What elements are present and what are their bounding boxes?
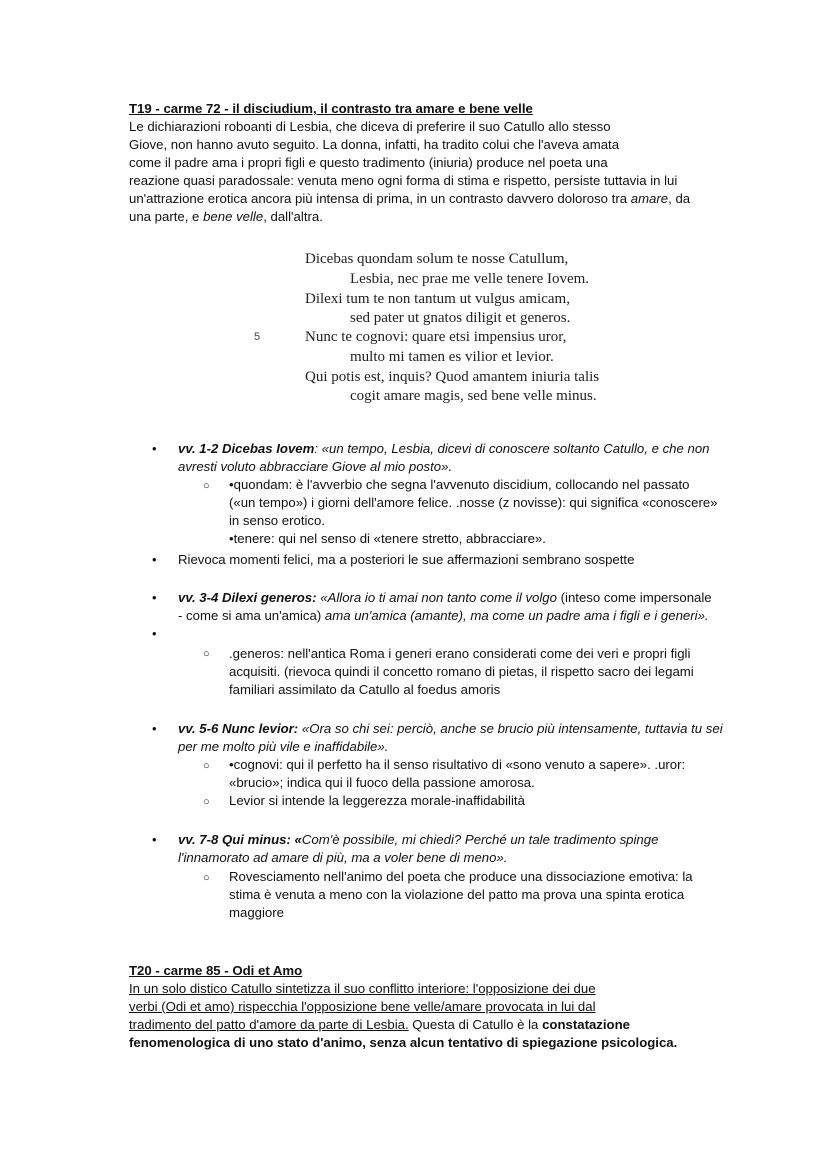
t20-line3-plain: Questa di Catullo è la [408, 1017, 543, 1032]
note2-line-2 [178, 607, 709, 625]
t19-intro-line-4: reazione quasi paradossale: venuta meno ogni forma di stima e rispetto, persiste tuttavia in lui [129, 173, 678, 188]
t19-title: T19 - carme 72 - il disciudium, il contrasto tra amare e bene velle [129, 101, 533, 116]
note2-line1-rest: (inteso come impersonale [556, 590, 712, 605]
note2-line1-italic: «Allora io ti amai non tanto come il volgo [316, 590, 557, 605]
note3-line2-text: per me molto più vile e inaffidabile». [178, 739, 389, 754]
note3-line-1 [178, 720, 723, 738]
circle-bullet: ○ [203, 872, 210, 884]
note3-sub1-line-2: «brucio»; indica qui il fuoco della passione amorosa. [229, 775, 535, 790]
t19-last-post: , dall'altra. [263, 209, 323, 224]
note2-head: vv. 3-4 Dilexi generos: [178, 590, 317, 605]
note1-line-2 [178, 458, 452, 476]
note1-line-1 [178, 440, 710, 458]
note4-line2-text: l'innamorato ad amare di più, ma a voler bene di meno». [178, 850, 508, 865]
t19-last-pre: una parte, e [129, 209, 204, 224]
t19-intro-line-6 [129, 208, 323, 226]
circle-bullet: ○ [203, 796, 210, 808]
t20-line3-underlined: tradimento del patto d'amore da parte di Lesbia. [129, 1017, 409, 1032]
poem-line-5: Nunc te cognovi: quare etsi impensius uror, [305, 329, 567, 345]
note3-head: vv. 5-6 Nunc levior: [178, 721, 299, 736]
circle-bullet: ○ [203, 480, 210, 492]
note1-sub-line-3: in senso erotico. [229, 513, 326, 528]
note4-sub-line-3: maggiore [229, 905, 284, 920]
t20-line-1: In un solo distico Catullo sintetizza il suo conflitto interiore: l'opposizione dei due [129, 981, 596, 996]
bullet-dot: • [152, 832, 157, 847]
bullet-dot: • [152, 626, 157, 641]
poem-line-6: multo mi tamen es vilior et levior. [350, 349, 554, 365]
poem-line-8: cogit amare magis, sed bene velle minus. [350, 388, 597, 404]
bullet-dot: • [152, 721, 157, 736]
poem-line-1: Dicebas quondam solum te nosse Catullum, [305, 251, 569, 267]
note2-sub-line-2: acquisiti. (rievoca quindi il concetto romano di pietas, il rispetto sacro dei legami [229, 664, 694, 679]
t20-title: T20 - carme 85 - Odi et Amo [129, 963, 303, 978]
poem-line-2: Lesbia, nec prae me velle tenere Iovem. [350, 271, 590, 287]
poem-line-3: Dilexi tum te non tantum ut vulgus amicam, [305, 291, 570, 307]
t20-line-4: fenomenologica di uno stato d'animo, senza alcun tentativo di spiegazione psicologica. [129, 1035, 678, 1050]
t19-intro-line-5 [129, 190, 690, 208]
note1-line2-text: avresti voluto abbracciare Giove al mio posto». [178, 459, 453, 474]
t19-intro-line-5-text: un'attrazione erotica ancora più intensa di prima, in un contrasto davvero doloroso tra [129, 191, 631, 206]
note4-sub-line-2: stima è venuta a meno con la violazione del patto ma prova una spinta erotica [229, 887, 685, 902]
note1b: Rievoca momenti felici, ma a posteriori le sue affermazioni sembrano sospette [178, 552, 635, 567]
circle-bullet: ○ [203, 760, 210, 772]
note2-line2-italic: ama un'amica (amante), ma come un padre ama i figli e i generi». [324, 608, 709, 623]
note4-line-1 [178, 831, 658, 849]
note4-line-2 [178, 849, 507, 867]
t19-bene-velle: bene velle [203, 209, 264, 224]
note2-line2-plain: - come si ama un'amica) [178, 608, 325, 623]
t19-after-amare: , da [668, 191, 691, 206]
note4-line1-text: Com'è possibile, mi chiedi? Perché un tale tradimento spinge [301, 832, 659, 847]
t19-amare: amare [630, 191, 669, 206]
note1-sub2: •tenere: qui nel senso di «tenere stretto, abbracciare». [229, 531, 546, 546]
note1-sub-line-1: •quondam: è l'avverbio che segna l'avvenuto discidium, collocando nel passato [229, 477, 690, 492]
t19-intro-line-3: come il padre ama i propri figli e questo tradimento (iniuria) produce nel poeta una [129, 155, 608, 170]
circle-bullet: ○ [203, 648, 210, 660]
poem-line-4: sed pater ut gnatos diligit et generos. [350, 310, 571, 326]
note2-sub-line-1: .generos: nell'antica Roma i generi erano considerati come dei veri e propri figli [229, 646, 691, 661]
t20-line3-bold: constatazione [542, 1017, 630, 1032]
note3-sub1-line-1: •cognovi: qui il perfetto ha il senso risultativo di «sono venuto a sapere». .uror: [229, 757, 686, 772]
note3-line-2 [178, 738, 388, 756]
note1-head: vv. 1-2 Dicebas Iovem [178, 441, 315, 456]
note1-sub-line-2: («un tempo») i giorni dell'amore felice. .nosse (z novisse): qui significa «conoscere» [229, 495, 718, 510]
bullet-dot: • [152, 441, 157, 456]
note4-head: vv. 7-8 Qui minus: « [178, 832, 302, 847]
note4-sub-line-1: Rovesciamento nell'animo del poeta che produce una dissociazione emotiva: la [229, 869, 693, 884]
t20-line-3 [129, 1016, 630, 1034]
bullet-dot: • [152, 590, 157, 605]
bullet-dot: • [152, 552, 157, 567]
note3-sub2: Levior si intende la leggerezza morale-inaffidabilità [229, 793, 525, 808]
verse-number: 5 [254, 331, 261, 343]
t19-intro-line-2: Giove, non hanno avuto seguito. La donna, infatti, ha tradito colui che l'aveva amata [129, 137, 620, 152]
t20-line-2: verbi (Odi et amo) rispecchia l'opposizione bene velle/amare provocata in lui dal [129, 999, 596, 1014]
poem-line-7: Qui potis est, inquis? Quod amantem iniuria talis [305, 369, 600, 385]
note1-line1-rest: : «un tempo, Lesbia, dicevi di conoscere soltanto Catullo, e che non [314, 441, 710, 456]
note2-line-1 [178, 589, 712, 607]
note3-line1-text: «Ora so chi sei: perciò, anche se brucio più intensamente, tuttavia tu sei [298, 721, 723, 736]
note2-sub-line-3: familiari assimilato da Catullo al foedus amoris [229, 682, 501, 697]
t19-intro-line-1: Le dichiarazioni roboanti di Lesbia, che diceva di preferire il suo Catullo allo stesso [129, 119, 611, 134]
